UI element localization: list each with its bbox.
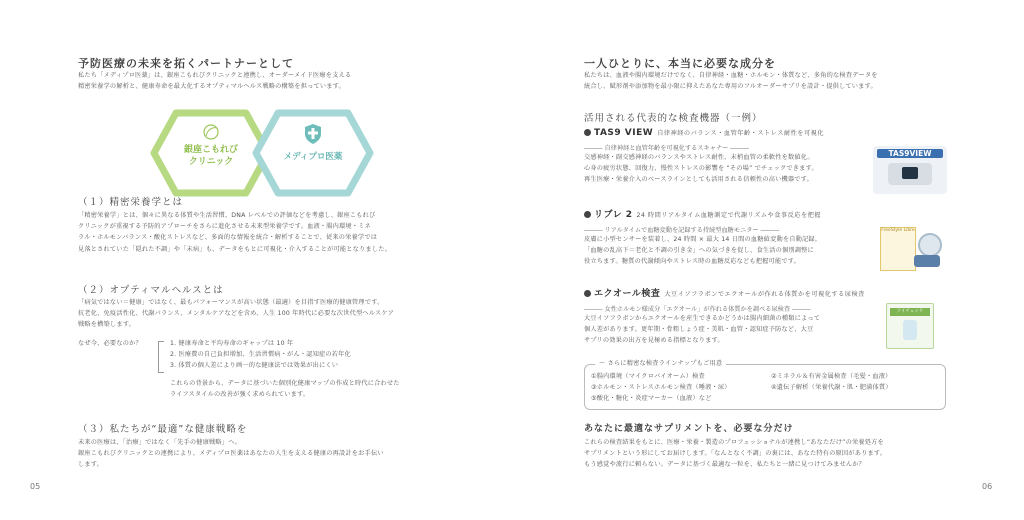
lineup-item: ①腸内環境（マイクロバイオーム）検査 <box>591 373 705 380</box>
equol-kit-label: ソイチェック <box>890 308 930 316</box>
device-desc-line: 役立ちます。糖質の代謝傾向やストレス時の血糖反応なども把握可能です。 <box>584 258 800 266</box>
closing-line: サプリメントという形にしてお届けします。「なんとなく不調」の裏には、あなた特有の原因があります。 <box>584 450 887 458</box>
bullet-icon <box>584 211 591 218</box>
device-name: リブレ 2 <box>594 210 633 220</box>
clinic-logo-text <box>173 144 249 168</box>
libre-box <box>880 227 916 271</box>
sec2-body <box>78 297 458 331</box>
libre-reader <box>914 255 940 267</box>
left-intro <box>78 70 351 92</box>
why-item: 1. 健康寿命と平均寿命のギャップは 10 年 <box>170 340 294 347</box>
device-desc-line: 大豆イソフラボンからエクオールを産生できるかどうかは腸内細菌の種類によって <box>584 315 821 322</box>
device-subtitle: 自律神経のバランス・血管年齢・ストレス耐性を可視化 <box>657 130 825 137</box>
partner-logos <box>148 108 378 198</box>
libre-sensor <box>918 233 942 257</box>
lineup-item: ②ミネラル＆有害金属検査（毛髪・血液） <box>771 373 892 380</box>
sec2-line: 「病気ではない＝健康」ではなく、最もパフォーマンスが高い状態（最適）を目指す医療的健康管理です。 <box>78 299 384 306</box>
equol-tube <box>903 320 917 340</box>
sec3-line: 未来の医療は、「治療」ではなく「先手の健康戦略」へ。 <box>78 439 241 446</box>
tas9-display <box>902 167 918 179</box>
device-caption-text: 女性ホルモン様成分「エクオール」が作れる体質かを調べる尿検査 <box>604 306 791 313</box>
device-desc <box>584 313 884 347</box>
closing-line: これらの検査結果をもとに、医療・栄養・製造のプロフェッショナルが連携し“あなただけ”の栄養処方を <box>584 439 884 446</box>
sec1-heading: （１）精密栄養学とは <box>78 197 184 208</box>
device-caption-text: 自律神経と血管年齢を可視化するスキャナー <box>604 145 729 152</box>
lineup-col2 <box>771 371 892 393</box>
lineup-title-text: さらに精密な検査ラインナップもご用意 <box>607 360 723 367</box>
device-caption-text: リアルタイムで血糖変動を記録する持続型血糖モニター <box>604 227 759 234</box>
right-intro-line: 統合し、賦形剤や添加物を最小限に抑えたあなた専用のフルオーダーサプリを設計・提供しています。 <box>584 83 877 91</box>
devices-heading: 活用される代表的な検査機器（一例） <box>584 113 763 124</box>
lineup-item: ⑤酸化・糖化・炎症マーカー（血液）など <box>591 395 712 403</box>
sec1-line: 見落とされていた「隠れた不調」や「未病」も、データをもとに可視化・介入することが可能となりました。 <box>78 245 391 253</box>
sec2-line: 戦略を構築します。 <box>78 321 135 329</box>
sec3-body <box>78 437 458 471</box>
device-desc <box>584 234 884 268</box>
device-name: エクオール検査 <box>594 289 661 299</box>
sec2-closing-line: これらの背景から、データに基づいた個別化健康マップの作成と時代に合わせた <box>170 380 400 387</box>
tas9-device-image <box>873 146 947 194</box>
clinic-name-line1: 銀座こもれび <box>183 145 238 155</box>
lineup-col1 <box>591 371 731 405</box>
sec3-heading: （３）私たちが“最適”な健康戦略を <box>78 424 248 435</box>
sec1-line: クリニックが重視する予防的アプローチをさらに進化させる未来型栄養学です。血液・腸内環境・ミネ <box>78 223 371 231</box>
page-number-left: 05 <box>30 482 41 491</box>
tas9-body <box>888 163 932 185</box>
sec1-line: 「精密栄養学」とは、個々に異なる体質や生活習慣、DNA レベルでの評価などを考慮し、銀座こもれび <box>78 212 376 219</box>
device-dash-caption: ――― リアルタイムで血糖変動を記録する持続型血糖モニター ――― <box>584 227 780 234</box>
device-desc-line: サプリの効果の出方を見極める指標となります。 <box>584 337 724 345</box>
left-page-title: 予防医療の未来を拓くパートナーとして <box>78 57 294 70</box>
pharma-logo-text: メディプロ医薬 <box>283 152 343 162</box>
right-intro <box>584 70 878 92</box>
device-dash-caption: ――― 自律神経と血管年齢を可視化するスキャナー ――― <box>584 145 749 152</box>
libre-device-image <box>880 225 942 271</box>
device-desc-line: 皮膚に小型センサーを装着し、24 時間 × 最大 14 日間の血糖値変動を自動記録。 <box>584 236 822 243</box>
cross-mark <box>308 132 318 135</box>
left-intro-line: 精密栄養学の解析と、健康寿命を最大化するオプティマルヘルス戦略の構築を担っています。 <box>78 83 345 91</box>
lineup-box <box>584 360 946 410</box>
closing-line: もう感覚や流行に頼らない。データに基づく最適な一粒を、私たちと一緒に見つけてみませんか？ <box>584 461 866 469</box>
why-item: 3. 体質の個人差により画一的な健康法では効果が出にくい <box>170 362 339 370</box>
why-bracket <box>158 341 164 373</box>
device-name: TAS9 VIEW <box>594 128 654 138</box>
right-intro-line: 私たちは、血液や腸内環境だけでなく、自律神経・血糖・ホルモン・体質など、多角的な検査データを <box>584 72 878 79</box>
left-intro-line: 私たち「メディプロ医薬」は、銀座こもれびクリニックと連携し、オーダーメイド医療を支える <box>78 72 352 79</box>
sec2-closing <box>170 378 400 400</box>
lineup-item: ④遺伝子解析（栄養代謝・肌・肥満体質） <box>771 384 892 392</box>
device-desc-line: 交感神経・副交感神経のバランスやストレス耐性、末梢血管の柔軟性を数値化。 <box>584 154 814 161</box>
sec2-closing-line: ライフスタイルの改善が強く求められています。 <box>170 391 310 399</box>
lineup-title: 〜 さらに精密な検査ラインナップもご用意 <box>595 358 726 369</box>
device-desc-line: 「血糖の乱高下＝老化と不調の引き金」への気づきを促し、食生活の個別調整に <box>584 247 814 255</box>
device-title <box>584 286 964 299</box>
lineup-item: ③ホルモン・ストレスホルモン検査（唾液・尿） <box>591 384 731 392</box>
equol-kit-image <box>886 303 934 349</box>
why-list <box>170 338 351 372</box>
sec3-line: します。 <box>78 461 104 469</box>
right-page-title: 一人ひとりに、本当に必要な成分を <box>584 57 776 70</box>
why-item: 2. 医療費の自己負担増加、生活習慣病・がん・認知症の若年化 <box>170 351 351 359</box>
device-title <box>584 207 964 220</box>
page-number-right: 06 <box>982 482 993 491</box>
sec1-body <box>78 210 458 255</box>
device-dash-caption: ――― 女性ホルモン様成分「エクオール」が作れる体質かを調べる尿検査 ――― <box>584 306 811 313</box>
tas9-screen-label: TAS9VIEW <box>877 149 943 158</box>
sec2-line: 抗老化、免疫活性化、代謝バランス、メンタルケアなどを含め、人生 100 年時代に必要な次世代型ヘルスケア <box>78 310 395 318</box>
sec1-line: ラル・ホルモンバランス・酸化ストレスなど、多面的な情報を統合・解析することで、従来の栄養学では <box>78 234 378 242</box>
closing-body <box>584 437 964 471</box>
device-title <box>584 128 964 138</box>
device-subtitle: 大豆イソフラボンでエクオールが作れる体質かを可視化する尿検査 <box>664 291 865 298</box>
device-subtitle: 24 時間リアルタイム血糖測定で代謝リズムや食事反応を把握 <box>636 212 822 219</box>
device-desc-line: 再生医療・栄養介入のベースラインとしても活用される信頼性の高い機器です。 <box>584 176 813 184</box>
sec2-heading: （２）オプティマルヘルスとは <box>78 285 224 296</box>
why-label: なぜ今、必要なのか？ <box>78 340 142 347</box>
libre-box-label: FreeStyle Libre <box>881 228 915 233</box>
sec3-line: 銀座こもれびクリニックとの連携により、メディプロ医薬はあなたの人生を支える健康の再設計をお手伝い <box>78 450 384 458</box>
bullet-icon <box>584 129 591 136</box>
device-desc-line: 心身の疲労状態、回復力、慢性ストレスの影響を “その場” でチェックできます。 <box>584 165 818 173</box>
clinic-name-line2: クリニック <box>188 157 234 167</box>
closing-heading: あなたに最適なサプリメントを、必要な分だけ <box>584 424 794 434</box>
bullet-icon <box>584 290 591 297</box>
device-desc <box>584 152 884 186</box>
device-desc-line: 個人差があります。更年期・骨粗しょう症・美肌・血管・認知症予防など、大豆 <box>584 326 814 334</box>
